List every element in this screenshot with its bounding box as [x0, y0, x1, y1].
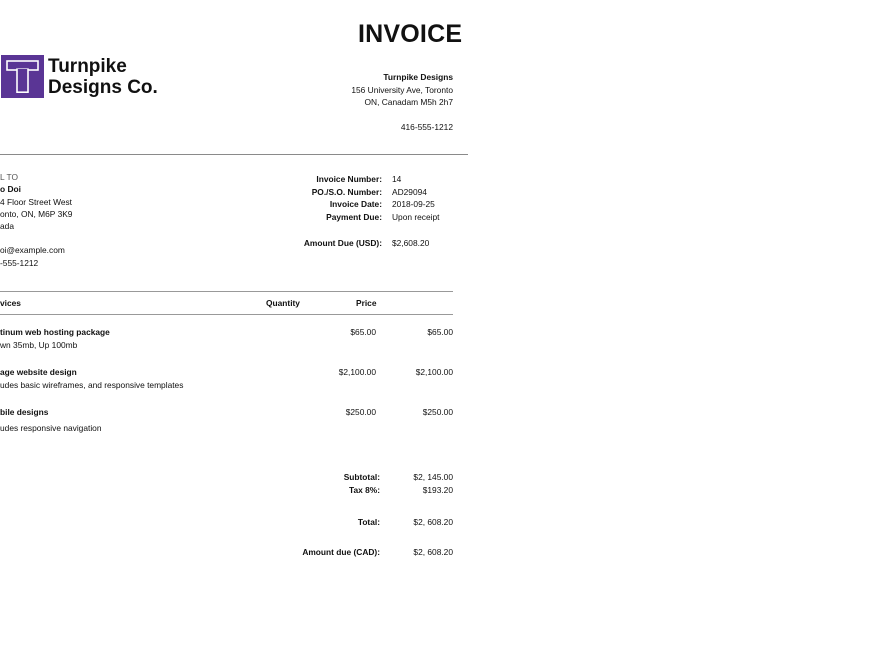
services-column-header: vices: [0, 298, 21, 308]
line-item-price: $65.00: [350, 327, 376, 337]
tax-value: $193.20: [422, 485, 453, 495]
invoice-number-label: Invoice Number:: [316, 174, 382, 184]
subtotal-value: $2, 145.00: [413, 472, 453, 482]
subtotal-row: [270, 472, 453, 482]
payment-due-value: Upon receipt: [392, 211, 440, 222]
line-item-description: udes basic wireframes, and responsive templates: [0, 380, 184, 390]
amount-due-cad-value: $2, 608.20: [413, 547, 453, 557]
total-row: [270, 517, 453, 527]
price-column-header: Price: [356, 298, 377, 308]
customer-email: oi@example.com: [0, 245, 65, 256]
subtotal-label: Subtotal:: [343, 472, 380, 482]
logo-wordmark: [48, 56, 158, 98]
table-header-divider: [0, 314, 453, 315]
seller-name: Turnpike Designs: [383, 72, 453, 82]
line-item-description: wn 35mb, Up 100mb: [0, 340, 78, 350]
table-top-divider: [0, 291, 453, 292]
invoice-number-value: 14: [392, 174, 402, 184]
line-item-price: $2,100.00: [338, 367, 376, 377]
tax-row: [270, 485, 453, 495]
amount-due-usd-value: $2,608.20: [392, 238, 430, 249]
total-value: $2, 608.20: [413, 517, 453, 527]
meta-row-invoice-number: [270, 173, 440, 186]
invoice-date-label: Invoice Date:: [329, 199, 382, 210]
line-item-price: $250.00: [345, 407, 376, 417]
header-divider: [0, 154, 468, 155]
po-value: AD29094: [392, 186, 427, 197]
line-item: [0, 407, 453, 433]
line-item-amount: $2,100.00: [415, 367, 453, 377]
tax-label: Tax 8%:: [348, 485, 380, 495]
logo-icon: [1, 55, 44, 98]
logo-t-glyph: [1, 55, 44, 98]
customer-name: o Doi: [0, 184, 21, 195]
quantity-column-header: Quantity: [266, 298, 300, 308]
bill-to-heading: L TO: [0, 172, 19, 182]
amount-due-cad-row: [270, 547, 453, 557]
meta-row-amount-due: [270, 237, 440, 250]
po-label: PO./S.O. Number:: [311, 186, 382, 197]
seller-info: [351, 71, 453, 133]
seller-address-1: 156 University Ave, Toronto: [351, 84, 453, 95]
meta-row-payment-due: [270, 211, 440, 224]
line-item-amount: $250.00: [422, 407, 453, 417]
customer-address-1: 4 Floor Street West: [0, 196, 72, 207]
line-item: [0, 327, 453, 350]
invoice-meta: [270, 173, 440, 250]
meta-row-date: [270, 198, 440, 211]
total-label: Total:: [357, 517, 380, 527]
logo-line-2: Designs Co.: [48, 77, 158, 98]
customer-country: ada: [0, 221, 14, 232]
bill-to-block: [0, 171, 190, 269]
payment-due-label: Payment Due:: [326, 211, 382, 222]
line-item-name: bile designs: [0, 407, 49, 417]
seller-address-2: ON, Canadam M5h 2h7: [364, 97, 453, 107]
invoice-title: INVOICE: [358, 20, 463, 48]
invoice-date-value: 2018-09-25: [392, 199, 435, 210]
amount-due-usd-label: Amount Due (USD):: [303, 238, 382, 249]
line-item-description: udes responsive navigation: [0, 423, 102, 433]
logo-line-1: Turnpike: [48, 56, 127, 77]
seller-phone: 416-555-1212: [400, 121, 453, 132]
customer-phone: -555-1212: [0, 257, 39, 268]
customer-address-2: onto, ON, M6P 3K9: [0, 208, 73, 219]
line-item-name: age website design: [0, 367, 77, 377]
line-item-amount: $65.00: [427, 327, 453, 337]
line-item: [0, 367, 453, 390]
amount-due-cad-label: Amount due (CAD):: [302, 547, 380, 557]
line-item-name: tinum web hosting package: [0, 327, 110, 337]
meta-row-po: [270, 186, 440, 199]
